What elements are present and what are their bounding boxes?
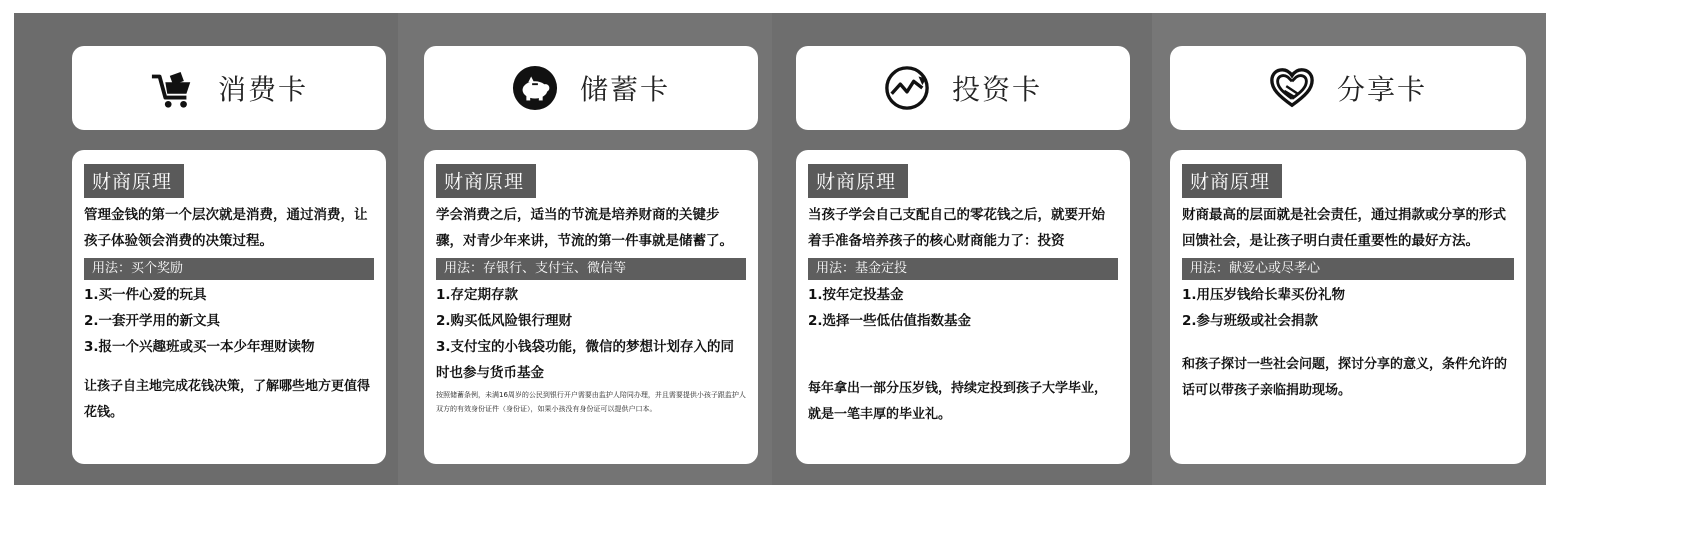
list-item: 1.存定期存款 <box>436 287 519 303</box>
section-label: 财商原理 <box>436 164 536 198</box>
sharing-card-column <box>1170 13 1526 485</box>
card-description: 管理金钱的第一个层次就是消费，通过消费，让孩子体验领会消费的决策过程。 <box>84 207 368 249</box>
section-label: 财商原理 <box>1182 164 1282 198</box>
savings-card-column <box>424 13 758 485</box>
list-item: 3.报一个兴趣班或买一本少年理财读物 <box>84 339 315 355</box>
consumption-card-body <box>72 150 386 464</box>
consumption-card-column <box>72 13 386 485</box>
card-description: 学会消费之后，适当的节流是培养财商的关键步骤，对青少年来讲，节流的第一件事就是储蓄了。 <box>436 207 733 249</box>
card-description: 财商最高的层面就是社会责任，通过捐款或分享的形式回馈社会，是让孩子明白责任重要性的最好方法。 <box>1182 207 1506 249</box>
usage-label: 用法：买个奖励 <box>84 258 374 280</box>
list-item: 1.按年定投基金 <box>808 287 904 303</box>
shopping-cart-icon <box>150 65 196 111</box>
savings-card-header <box>424 46 758 130</box>
card-title: 消费卡 <box>217 73 308 106</box>
list-item: 2.选择一些低估值指数基金 <box>808 313 972 329</box>
investment-card-header <box>796 46 1130 130</box>
card-note: 每年拿出一部分压岁钱，持续定投到孩子大学毕业，就是一笔丰厚的毕业礼。 <box>808 381 1108 422</box>
card-title: 储蓄卡 <box>579 73 670 106</box>
fine-print: 按照储蓄条例，未满16周岁的公民到银行开户需要由监护人陪同办理，并且需要提供小孩子跟监护人双方的有效身份证件（身份证），如果小孩没有身份证可以提供户口本。 <box>436 391 746 413</box>
card-note: 让孩子自主地完成花钱决策，了解哪些地方更值得花钱。 <box>84 379 371 420</box>
list-item: 1.用压岁钱给长辈买份礼物 <box>1182 287 1346 303</box>
usage-list <box>808 282 1118 334</box>
card-note: 和孩子探讨一些社会问题，探讨分享的意义，条件允许的话可以带孩子亲临捐助现场。 <box>1182 357 1508 398</box>
consumption-card-header <box>72 46 386 130</box>
investment-card-body <box>796 150 1130 464</box>
infographic-frame <box>14 13 1546 485</box>
card-description: 当孩子学会自己支配自己的零花钱之后，就要开始着手准备培养孩子的核心财商能力了：投资 <box>808 207 1105 249</box>
sharing-card-header <box>1170 46 1526 130</box>
card-title: 分享卡 <box>1336 73 1427 106</box>
usage-list <box>1182 282 1514 334</box>
list-item: 2.参与班级或社会捐款 <box>1182 313 1319 329</box>
list-item: 3.支付宝的小钱袋功能，微信的梦想计划存入的同时也参与货币基金 <box>436 339 735 381</box>
list-item: 1.买一件心爱的玩具 <box>84 287 207 303</box>
list-item: 2.购买低风险银行理财 <box>436 313 573 329</box>
card-title: 投资卡 <box>951 73 1042 106</box>
heart-hands-icon <box>1269 65 1315 111</box>
list-item: 2.一套开学用的新文具 <box>84 313 221 329</box>
sharing-card-body <box>1170 150 1526 464</box>
section-label: 财商原理 <box>84 164 184 198</box>
investment-card-column <box>796 13 1130 485</box>
investment-chart-icon <box>884 65 930 111</box>
savings-card-body <box>424 150 758 464</box>
usage-list <box>84 282 374 360</box>
usage-list <box>436 282 746 386</box>
usage-label: 用法：存银行、支付宝、微信等 <box>436 258 746 280</box>
usage-label: 用法：献爱心或尽孝心 <box>1182 258 1514 280</box>
usage-label: 用法：基金定投 <box>808 258 1118 280</box>
section-label: 财商原理 <box>808 164 908 198</box>
piggy-bank-icon <box>512 65 558 111</box>
